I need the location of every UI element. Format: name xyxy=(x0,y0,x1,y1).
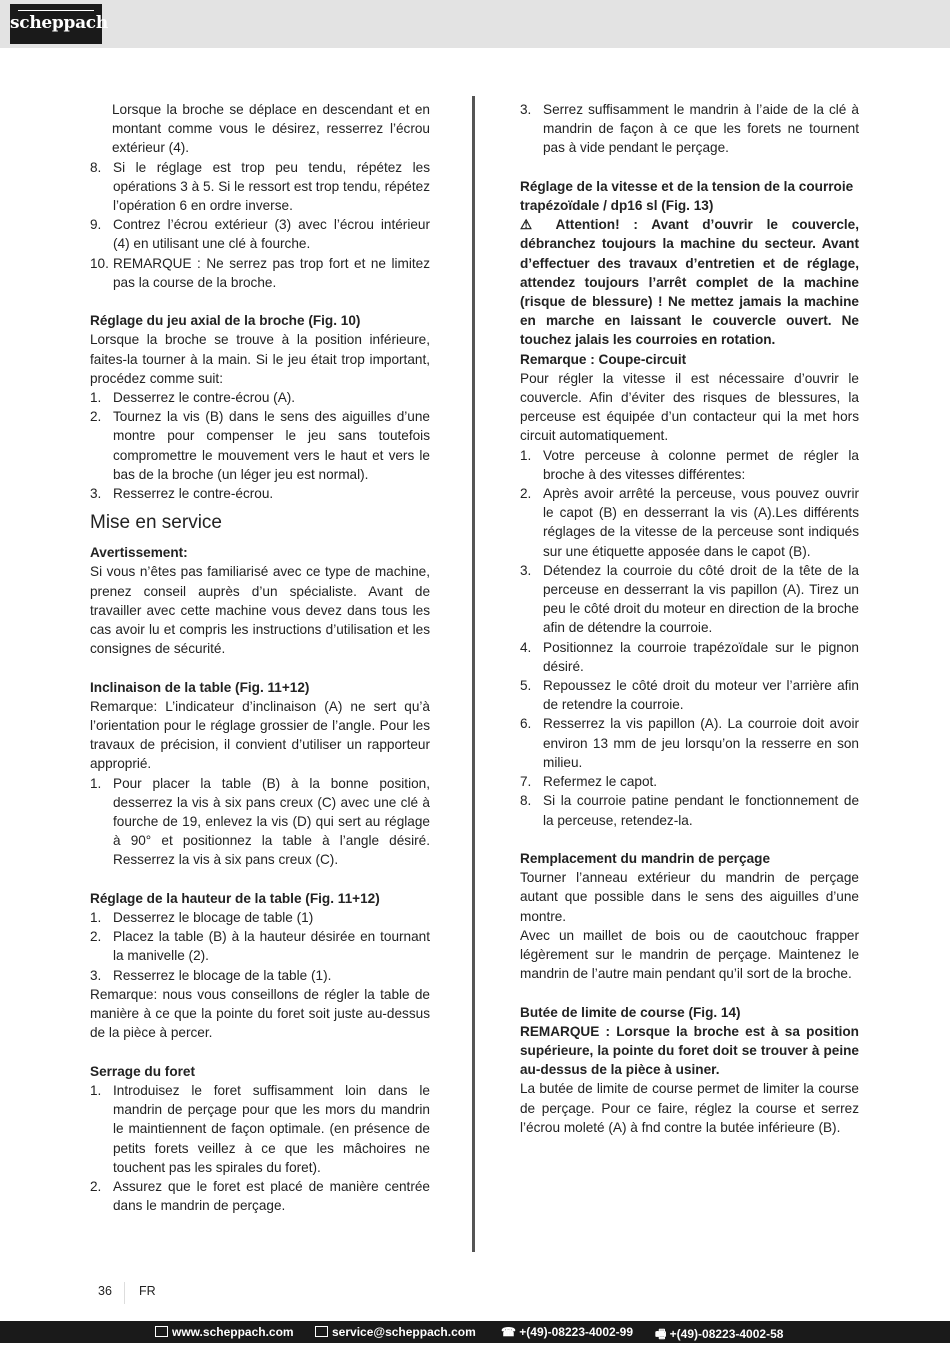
list-item xyxy=(520,100,859,158)
list-item-number: 8. xyxy=(90,159,102,175)
list-item-number: 5. xyxy=(520,678,532,694)
paragraph: Pour régler la vitesse il est nécessaire d’ouvrir le couvercle. Afin d’éviter des risques de blessures, la perceuse est équipée d’un contacteur qui la met hors circuit automatiquement. xyxy=(520,370,859,444)
numbered-list xyxy=(90,1081,430,1215)
logo-rule xyxy=(18,10,94,11)
paragraph: Tourner l’anneau extérieur du mandrin de perçage autant que possible dans le sens des aiguilles d’une montre. xyxy=(520,870,859,924)
brand-logo xyxy=(10,4,108,44)
list-item-number: 3. xyxy=(520,102,532,117)
list-item-text: Desserrez le contre-écrou (A). xyxy=(113,390,296,406)
list-item xyxy=(90,774,430,870)
list-item-number: 1. xyxy=(90,1082,102,1098)
list-item xyxy=(90,215,430,253)
list-item-number: 2. xyxy=(90,1178,102,1194)
section-heading: Inclinaison de la table (Fig. 11+12) xyxy=(90,679,310,695)
list-item xyxy=(90,1177,430,1215)
right-column xyxy=(520,100,859,1137)
list-item-number: 2. xyxy=(90,409,102,425)
numbered-list xyxy=(520,100,859,158)
list-item xyxy=(90,254,430,292)
list-item-text: Refermez le capot. xyxy=(543,774,658,790)
fax-icon: 🖷 xyxy=(655,1327,670,1341)
list-item xyxy=(520,676,859,714)
list-item-text: REMARQUE : Ne serrez pas trop fort et ne limitez pas la course de la broche. xyxy=(113,255,430,290)
list-item-text: Resserrez le blocage de la table (1). xyxy=(113,967,332,983)
list-item-text: Serrez suffisamment le mandrin à l’aide de la clé à mandrin de façon à ce que les forets ne tournent pas à vide pendant le perçage. xyxy=(543,102,859,156)
list-item-number: 1. xyxy=(90,775,102,791)
list-item-text: Après avoir arrêté la perceuse, vous pouvez ouvrir le capot (B) en desserrant la vis (A).Les différents réglages de la vitesse de la perceuse sont indiqués sur une étiquette apposée dans le capot (B). xyxy=(543,486,859,559)
paragraph: Lorsque la broche se déplace en descendant et en montant comme vous le désirez, resserrez l’écrou extérieur (4). xyxy=(112,102,430,156)
paragraph: Remarque: L’indicateur d’inclinaison (A) ne sert qu’à l’orientation pour le réglage grossier de l’angle. Pour les travaux de précision, il convient d’utiliser un rapporteur approprié. xyxy=(90,698,430,772)
header-bar xyxy=(0,0,950,48)
section-heading: Remplacement du mandrin de perçage xyxy=(520,850,771,866)
list-item-number: 1. xyxy=(520,447,532,463)
list-item xyxy=(90,966,430,985)
list-item xyxy=(520,446,859,484)
phone-text: +(49)-08223-4002-99 xyxy=(519,1325,634,1339)
list-item xyxy=(520,484,859,561)
list-item-text: Votre perceuse à colonne permet de régler la broche à des vitesses différentes: xyxy=(543,447,859,482)
list-item-text: Resserrez la vis papillon (A). La courroie doit avoir environ 13 mm de jeu lorsqu’on la resserre en son milieu. xyxy=(543,716,859,770)
mail-icon xyxy=(315,1326,328,1337)
column-divider xyxy=(472,96,475,1252)
list-item-text: Contrez l’écrou extérieur (3) avec l’écrou intérieur (4) en utilisant une clé à fourche. xyxy=(113,217,430,252)
list-item-text: Si la courroie patine pendant le fonctionnement de la perceuse, retendez-la. xyxy=(543,793,859,828)
section-heading: Réglage du jeu axial de la broche (Fig. 10) xyxy=(90,313,361,329)
website-link[interactable] xyxy=(155,1325,294,1339)
paragraph: Si vous n’êtes pas familiarisé avec ce type de machine, prenez conseil auprès d’un spécialiste. Avant de travailler avec cette machine vous devez dans tous les cas avoir lu et compris les instructions d’utilisation et les consignes de sécurité. xyxy=(90,564,430,657)
page-number: 36 xyxy=(98,1284,112,1298)
list-item-text: Tournez la vis (B) dans le sens des aiguilles d’une montre pour compenser le jeu sans toutefois compromettre le mouvement vers le haut et vers le bas de la broche (un léger jeu est normal). xyxy=(113,409,430,482)
list-item-text: Détendez la courroie du côté droit de la tête de la perceuse en desserrant la vis papillon (A). Tirez un peu le côté droit du moteur en direction de la broche afin de détendre la courroie. xyxy=(543,562,859,636)
list-item-number: 2. xyxy=(90,929,102,945)
numbered-list xyxy=(90,388,430,503)
list-item xyxy=(90,484,430,503)
email-link[interactable] xyxy=(315,1325,476,1339)
list-item-number: 10. xyxy=(90,255,109,271)
list-item-number: 2. xyxy=(520,486,532,502)
list-item xyxy=(90,908,430,927)
footer-separator xyxy=(124,1282,125,1304)
numbered-list xyxy=(90,774,430,870)
list-item xyxy=(520,561,859,638)
section-heading: Remarque : Coupe-circuit xyxy=(520,351,687,367)
list-item xyxy=(90,927,430,965)
list-item-number: 9. xyxy=(90,217,102,233)
phone-contact xyxy=(501,1325,633,1339)
list-item-text: Pour placer la table (B) à la bonne position, desserrez la vis à six pans creux (C) avec une clé à fourche de 19, enlevez la vis (D) qui sert au réglage à 90° et positionnez la table à l’angle désiré. Resserrez la vis à six pans creux (C). xyxy=(113,775,430,868)
phone-icon: ☎ xyxy=(501,1325,520,1339)
list-item-text: Resserrez le contre-écrou. xyxy=(113,486,274,502)
numbered-list xyxy=(90,158,430,292)
list-item-number: 3. xyxy=(520,562,532,578)
list-item-number: 7. xyxy=(520,774,532,790)
warning-text: ⚠ Attention! : Avant d’ouvrir le couvercle, débranchez toujours la machine du secteur. Avant d’effectuer des travaux d’entretien et de réglage, attendez toujours l’arrêt complet de la machine (risque de blessure) ! Ne mettez jamais la machine en marche en laissant le couvercle ouvert. Ne touchez jalais les courroies en rotation. xyxy=(520,217,859,348)
paragraph: Remarque: nous vous conseillons de régler la table de manière à ce que la pointe du foret soit juste au-dessus de la pièce à percer. xyxy=(90,986,430,1041)
list-item-text: Positionnez la courroie trapézoïdale sur le pignon désiré. xyxy=(543,639,859,674)
list-item xyxy=(90,158,430,216)
list-item xyxy=(520,772,859,791)
computer-icon xyxy=(155,1326,168,1337)
section-heading: Butée de limite de course (Fig. 14) xyxy=(520,1004,741,1020)
numbered-list xyxy=(520,446,859,830)
list-item-number: 3. xyxy=(90,967,102,983)
section-heading: Réglage de la vitesse et de la tension de la courroie trapézoïdale / dp16 sl (Fig. 13) xyxy=(520,178,854,213)
website-text: www.scheppach.com xyxy=(172,1325,294,1339)
note-text: REMARQUE : Lorsque la broche est à sa position supérieure, la pointe du foret doit se trouver à peine au-dessus de la pièce à usiner. xyxy=(520,1023,859,1078)
list-item-number: 8. xyxy=(520,793,532,809)
list-item-number: 3. xyxy=(90,486,102,502)
email-text: service@scheppach.com xyxy=(332,1325,476,1339)
paragraph: Lorsque la broche se trouve à la position inférieure, faites-la tourner à la main. Si le jeu était trop important, procédez comme suit: xyxy=(90,332,430,386)
list-item xyxy=(90,1081,430,1177)
footer-bar xyxy=(0,1321,950,1343)
section-heading: Serrage du foret xyxy=(90,1063,195,1079)
section-heading: Réglage de la hauteur de la table (Fig. 11+12) xyxy=(90,890,380,906)
list-item-text: Si le réglage est trop peu tendu, répétez les opérations 3 à 5. Si le ressort est trop tendu, répétez l’opération 6 en ordre inverse. xyxy=(113,159,430,214)
section-heading: Avertissement: xyxy=(90,545,188,561)
paragraph: La butée de limite de course permet de limiter la course de perçage. Pour ce faire, réglez la course et serrez l’écrou moleté (A) à fnd contre la butée inférieure (B). xyxy=(520,1081,859,1135)
list-item-text: Placez la table (B) à la hauteur désirée en tournant la manivelle (2). xyxy=(113,929,430,964)
list-item xyxy=(520,714,859,772)
brand-logo-text: scheppach xyxy=(10,13,108,33)
fax-text: +(49)-08223-4002-58 xyxy=(669,1327,784,1341)
paragraph: Avec un maillet de bois ou de caoutchouc frapper légèrement sur le mandrin de perçage. Maintenez le mandrin de l’autre main pendant qu’il sort de la broche. xyxy=(520,927,859,982)
list-item-number: 4. xyxy=(520,639,532,655)
list-item xyxy=(520,638,859,676)
list-item-text: Introduisez le foret suffisamment loin dans le mandrin de perçage pour que les mors du mandrin le maintiennent de façon optimale. (en présence de petits forets veillez à ce que les mâchoires ne touchent pas les spirales du foret). xyxy=(113,1082,430,1175)
left-column xyxy=(90,100,430,1215)
list-item xyxy=(90,388,430,407)
chapter-title: Mise en service xyxy=(90,512,222,534)
list-item-text: Repoussez le côté droit du moteur ver l’arrière afin de retendre la courroie. xyxy=(543,678,859,713)
language-code: FR xyxy=(139,1284,156,1298)
numbered-list xyxy=(90,908,430,985)
list-item-number: 1. xyxy=(90,910,102,926)
list-item-number: 6. xyxy=(520,716,532,732)
list-item xyxy=(90,407,430,484)
list-item-number: 1. xyxy=(90,390,102,406)
list-item xyxy=(520,791,859,829)
list-item-text: Assurez que le foret est placé de manière centrée dans le mandrin de perçage. xyxy=(113,1178,430,1214)
list-item-text: Desserrez le blocage de table (1) xyxy=(113,910,314,926)
